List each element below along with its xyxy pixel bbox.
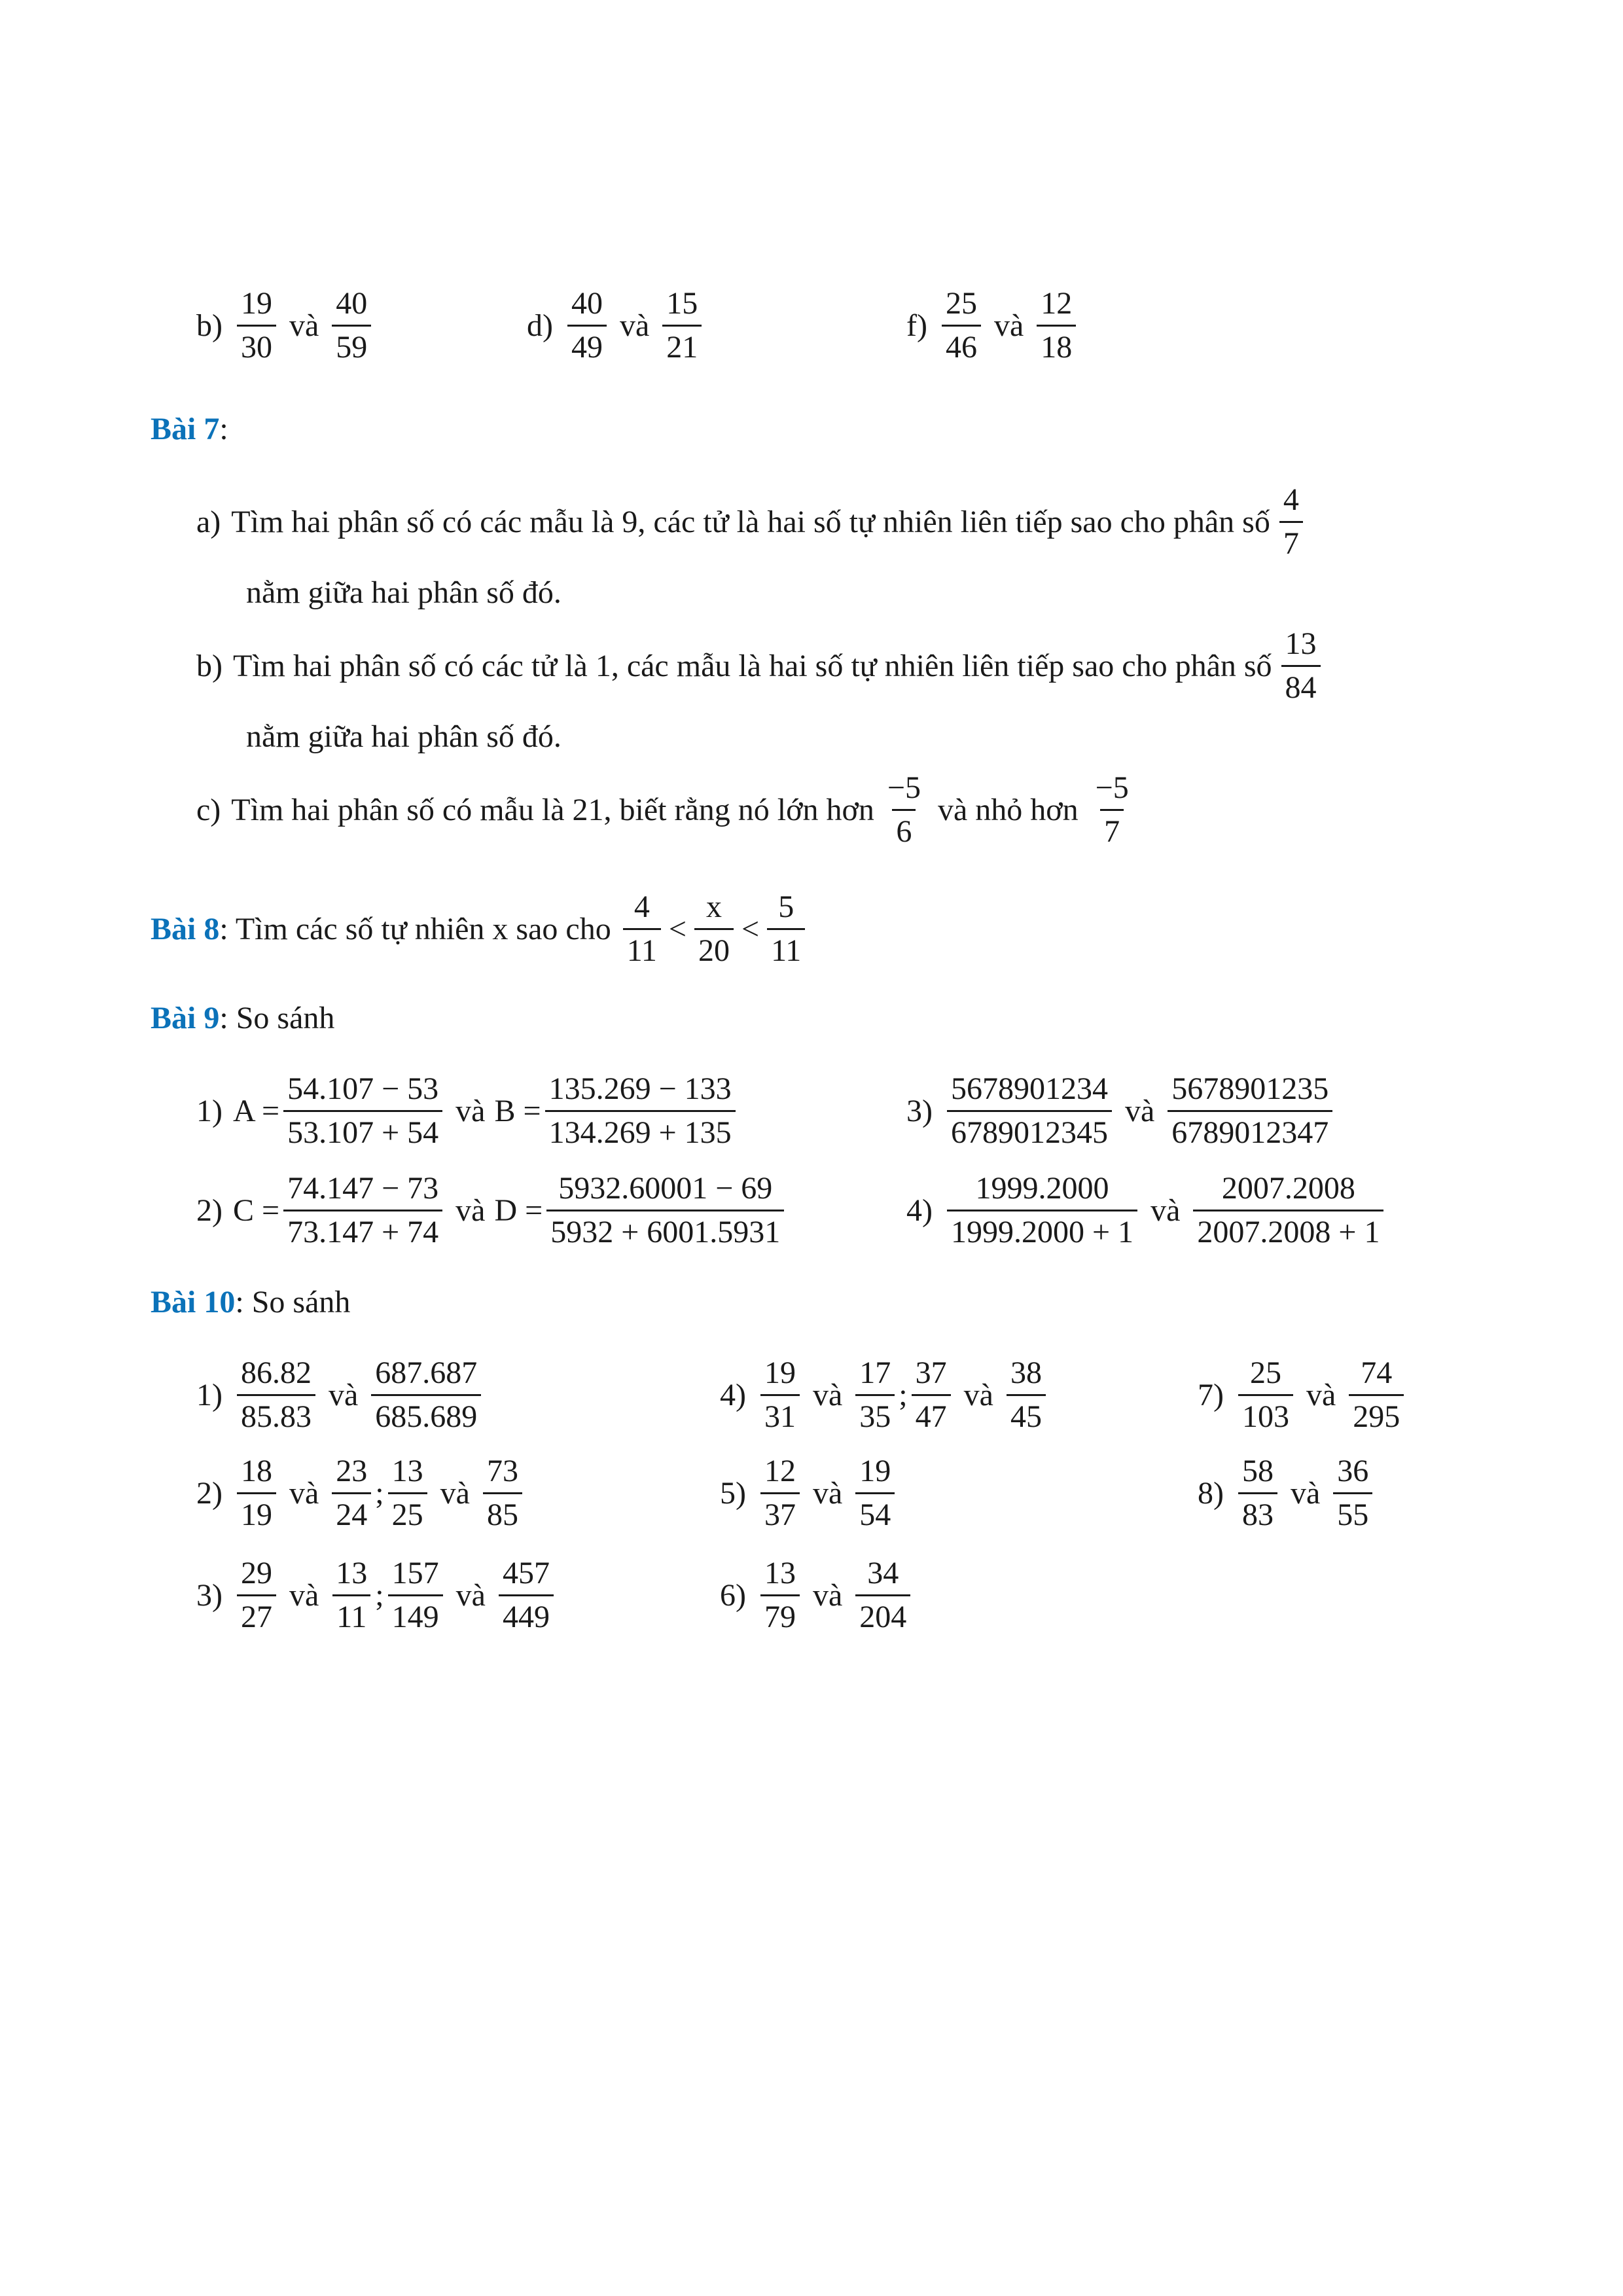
conjunction: và: [328, 1378, 359, 1412]
fraction: $\frac{36}{55}$: [1333, 1456, 1372, 1531]
conjunction: và: [1124, 1094, 1155, 1128]
fraction: $\frac{457}{449}$: [499, 1558, 554, 1633]
bai10-heading: Bài 10: So sánh: [151, 1285, 351, 1319]
fraction: $\frac{12}{18}$: [1037, 288, 1076, 363]
bai9-p3: [906, 1073, 1336, 1149]
bai10-p8: [1198, 1456, 1376, 1531]
fraction: $\frac{25}{46}$: [942, 288, 981, 363]
conjunction: và: [440, 1476, 470, 1511]
item-f: [906, 288, 1080, 363]
separator: ;: [375, 1578, 384, 1613]
fraction: $\frac{23}{24}$: [332, 1456, 371, 1531]
fraction: $\frac{4}{7}$: [1279, 484, 1303, 560]
item-text: Tìm hai phân số có mẫu là 21, biết rằng nó lớn hơn: [231, 793, 874, 827]
item-label: 1): [196, 1094, 223, 1128]
item-label: 2): [196, 1193, 223, 1228]
fraction: $\frac{2007.2008}{2007.2008 + 1}$: [1193, 1173, 1383, 1248]
bai10-p5: [720, 1456, 899, 1531]
fraction: $\frac{13}{25}$: [388, 1456, 427, 1531]
less-than-sign: <: [741, 912, 760, 946]
conjunction: và: [812, 1378, 843, 1412]
variable: C =: [232, 1193, 280, 1228]
conjunction: và: [812, 1578, 843, 1613]
fraction: $\frac{157}{149}$: [388, 1558, 443, 1633]
item-text-continued: nằm giữa hai phân số đó.: [246, 719, 562, 754]
item-label: f): [906, 308, 927, 343]
fraction: $\frac{17}{35}$: [855, 1357, 895, 1433]
bai7-b: [196, 628, 1325, 704]
fraction: $\frac{15}{21}$: [662, 288, 702, 363]
conjunction: và: [619, 308, 650, 343]
bai7-c: [196, 772, 1137, 848]
exercise-text: : Tìm các số tự nhiên x sao cho: [219, 912, 611, 946]
fraction: $\frac{19}{30}$: [237, 288, 276, 363]
item-d: [527, 288, 705, 363]
fraction: $\frac{86.82}{85.83}$: [237, 1357, 315, 1433]
separator: ;: [375, 1476, 384, 1511]
bai8: [151, 891, 809, 967]
fraction: $\frac{13}{11}$: [332, 1558, 371, 1633]
item-label: 2): [196, 1476, 223, 1511]
fraction: $\frac{34}{204}$: [855, 1558, 910, 1633]
bai10-p3: [196, 1558, 558, 1633]
fraction: $\frac{12}{37}$: [760, 1456, 800, 1531]
bai10-p6: [720, 1558, 914, 1633]
fraction: $\frac{x}{20}$: [694, 891, 734, 967]
fraction: $\frac{38}{45}$: [1007, 1357, 1046, 1433]
item-label: 6): [720, 1578, 746, 1613]
item-text-continued: nằm giữa hai phân số đó.: [246, 575, 562, 610]
item-label: c): [196, 793, 221, 827]
bai9-p1: [196, 1073, 740, 1149]
fraction: $\frac{73}{85}$: [483, 1456, 522, 1531]
conjunction: và: [289, 308, 319, 343]
bai10-p4: [720, 1357, 1050, 1433]
bai9-p2: [196, 1173, 788, 1248]
bai9-p4: [906, 1173, 1387, 1248]
item-text: Tìm hai phân số có các tử là 1, các mẫu là hai số tự nhiên liên tiếp sao cho phân số: [232, 649, 1272, 683]
fraction: $\frac{18}{19}$: [237, 1456, 276, 1531]
variable: D =: [494, 1193, 543, 1228]
exercise-title: Bài 9: [151, 1001, 220, 1035]
fraction: $\frac{13}{84}$: [1281, 628, 1321, 704]
separator: ;: [899, 1378, 908, 1412]
bai7-heading: Bài 7:: [151, 412, 228, 446]
conjunction: và: [812, 1476, 843, 1511]
fraction: $\frac{58}{83}$: [1238, 1456, 1277, 1531]
item-label: b): [196, 308, 223, 343]
fraction: $\frac{19}{31}$: [760, 1357, 800, 1433]
conjunction: và: [963, 1378, 993, 1412]
fraction: $\frac{74.147 - 73}{73.147 + 74}$: [283, 1173, 442, 1248]
conjunction: và: [455, 1094, 486, 1128]
conjunction: và: [993, 308, 1024, 343]
item-label: b): [196, 649, 223, 683]
item-label: a): [196, 505, 221, 539]
fraction: $\frac{54.107 - 53}{53.107 + 54}$: [283, 1073, 442, 1149]
fraction: $\frac{-5}{6}$: [887, 770, 921, 849]
conjunction: và: [1306, 1378, 1336, 1412]
item-label: 3): [196, 1578, 223, 1613]
fraction: $\frac{5678901235}{6789012347}$: [1168, 1073, 1332, 1149]
fraction: $\frac{37}{47}$: [912, 1357, 951, 1433]
item-label: 1): [196, 1378, 223, 1412]
fraction: $\frac{5932.60001 - 69}{5932 + 6001.5931}$: [546, 1173, 784, 1248]
fraction: $\frac{19}{54}$: [855, 1456, 895, 1531]
fraction: $\frac{29}{27}$: [237, 1558, 276, 1633]
fraction: $\frac{5}{11}$: [767, 891, 805, 967]
conjunction: và: [455, 1193, 486, 1228]
fraction: $\frac{40}{49}$: [567, 288, 607, 363]
fraction: $\frac{687.687}{685.689}$: [371, 1357, 481, 1433]
conjunction: và: [1290, 1476, 1321, 1511]
exercise-title: Bài 8: [151, 912, 220, 946]
item-text: và nhỏ hơn: [937, 793, 1079, 827]
bai10-p2: [196, 1456, 526, 1531]
fraction: $\frac{74}{295}$: [1349, 1357, 1404, 1433]
fraction: $\frac{5678901234}{6789012345}$: [947, 1073, 1112, 1149]
item-label: 4): [906, 1193, 933, 1228]
item-label: 4): [720, 1378, 746, 1412]
item-text: Tìm hai phân số có các mẫu là 9, các tử là hai số tự nhiên liên tiếp sao cho phân số: [231, 505, 1270, 539]
item-label: 5): [720, 1476, 746, 1511]
bai10-p7: [1198, 1357, 1408, 1433]
exercise-title: Bài 7: [151, 412, 220, 446]
fraction: $\frac{4}{11}$: [623, 891, 661, 967]
fraction: $\frac{1999.2000}{1999.2000 + 1}$: [947, 1173, 1137, 1248]
conjunction: và: [289, 1578, 319, 1613]
fraction: $\frac{-5}{7}$: [1095, 770, 1129, 849]
conjunction: và: [1150, 1193, 1181, 1228]
item-label: 7): [1198, 1378, 1224, 1412]
item-b: [196, 288, 375, 363]
item-label: d): [527, 308, 553, 343]
conjunction: và: [289, 1476, 319, 1511]
conjunction: và: [455, 1578, 486, 1613]
less-than-sign: <: [668, 912, 687, 946]
fraction: $\frac{40}{59}$: [332, 288, 371, 363]
item-label: 3): [906, 1094, 933, 1128]
variable: B =: [494, 1094, 541, 1128]
bai9-heading: Bài 9: So sánh: [151, 1001, 335, 1035]
bai7-a: [196, 484, 1307, 560]
item-label: 8): [1198, 1476, 1224, 1511]
fraction: $\frac{25}{103}$: [1238, 1357, 1293, 1433]
fraction: $\frac{135.269 - 133}{134.269 + 135}$: [545, 1073, 736, 1149]
exercise-title: Bài 10: [151, 1285, 236, 1319]
variable: A =: [232, 1094, 280, 1128]
fraction: $\frac{13}{79}$: [760, 1558, 800, 1633]
bai10-p1: [196, 1357, 485, 1433]
